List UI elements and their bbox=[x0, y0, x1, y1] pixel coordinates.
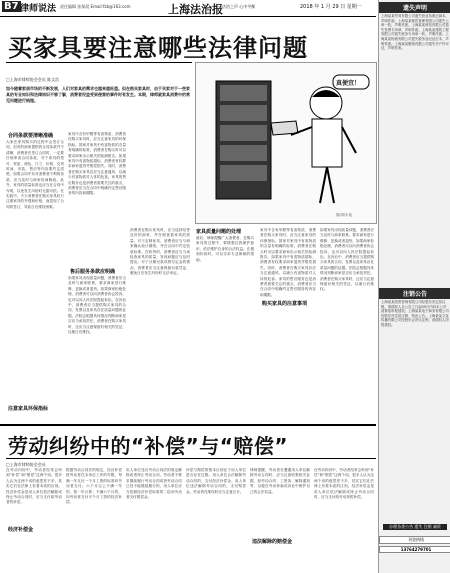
classifieds-sidebar bbox=[378, 0, 450, 573]
article1-byline: □上海市律师协会会员 陈文浩 bbox=[6, 77, 60, 82]
cartoon-illustration bbox=[195, 62, 377, 224]
article2-column-5: 律师提醒，劳动者在遭遇用人单位解除劳动合同时，应当注意收集相关证据，如劳动合同、工资条、解除通知等，以便在劳动仲裁或诉讼中维护自己的合法权益。 bbox=[250, 468, 310, 494]
subhead-3: 售后服务条款应明确 bbox=[70, 269, 116, 275]
speech-bubble-text: 真便宜！ bbox=[336, 80, 361, 87]
article1-column-7: 如果家具出现质量问题，消费者应当及时与商家联系，要求商家进行维修、更换或者退货。如果商家拒绝处理，消费者可以向消费者协会投诉，也可以向人民法院提起诉讼。在诉讼中，消费者应当提供购买家具的合同、发票以及家具存在质量问题的证据。法院会根据具体情况判断商家是否应当承担责任。消费者在购买家具时，还应当注意保留好相关的凭证，以便日后维权。 bbox=[320, 228, 374, 292]
article1-column-1: 大家在家具购买的过程中会签订合同，但有的商家提供的合同条款并不清晰，消费者在签订合同时，一定要仔细审查合同条款，对于家具的型号、材质、颜色、尺寸、价格、交货时间、安装、售后等内容要约定清楚。如果合同中有对消费者不利的条款，应当及时与商家协商修改。此外，家具的质量标准也应当在合同中写明，以免发生纠纷时无据可依。在实践中，不少消费者在购买家具时只注重家具的外观和价格，而忽视了合同的签订，导致日后维权困难。 bbox=[6, 140, 64, 209]
subhead-2: 注意家具环保指标 bbox=[8, 406, 49, 412]
sidebar-service-box: 办理各类公告 遗失 注销 减资 bbox=[383, 524, 447, 530]
article1-headline: 买家具要注意哪些法律问题 bbox=[8, 34, 308, 62]
article2-byline: □上海市律师协会会员 bbox=[6, 462, 46, 467]
sidebar-title-2: 注销公告 bbox=[379, 288, 450, 299]
masthead bbox=[0, 0, 376, 17]
article1-column-2: 家具中含有甲醛等有害物质，消费者在购买家具时，应当注意家具的环保指标。国家对家具中有害物质的含量有明确的标准，消费者在购买时可以要求商家出示相关的检测报告。如果家具中有害物质超标，消费者有权要求商家退货并赔偿损失。同时，消费者在购买家具后应当注意通风，以减少有害物质对人体的危害。家具的售后服务也是消费者需要关注的重点，消费者应当在合同中明确约定售后服务的内容和期限。 bbox=[68, 132, 126, 196]
editors-line: 责任编辑 张保晨 Email:fzb@163.com bbox=[60, 4, 131, 9]
brand-subtitle: 法治之声 心中平衡 bbox=[222, 4, 256, 9]
article2-column-6: 在劳动纠纷中，劳动者经常会听到“补偿”和“赔偿”这两个词。很多人认为这两个词的意思差不多，其实它们在法律上有着本质的区别。经济补偿金是用人单位依法解除或终止劳动合同时，应当支付给劳动者的补偿。 bbox=[314, 468, 374, 500]
sidebar-title-1: 遗失声明 bbox=[379, 2, 450, 13]
article1-lead: 如今随着家居市场的不断发展，人们对家具的需求也越来越旺盛。但在购买家具时，由于买家对于一些家具的专业知识和法律知识不够了解，消费者权益受到侵害的事件时有发生。本期，律师就家具消费中的常见问题进行梳理。 bbox=[6, 86, 190, 103]
article1-column-5: 最后，律师提醒广大消费者，在购买家具的过程中，要增强自我保护意识，依法维护自身的合法权益。在遇到纠纷时，可以寻求专业律师的帮助。 bbox=[196, 236, 254, 262]
subhead-4: 家具质量问题的处理 bbox=[196, 229, 242, 235]
article1-column-6: 家具中含有甲醛等有害物质，消费者在购买家具时，应当注意家具的环保指标。国家对家具中有害物质的含量有明确的标准，消费者在购买时可以要求商家出示相关的检测报告。如果家具中有害物质超标，消费者有权要求商家退货并赔偿损失。同时，消费者在购买家具后应当注意通风，以减少有害物质对人体的危害。家具的售后服务也是消费者需要关注的重点，消费者应当在合同中明确约定售后服务的内容和期限。 bbox=[260, 228, 316, 297]
divider bbox=[6, 458, 376, 459]
article1-column-3: 如果家具出现质量问题，消费者应当及时与商家联系，要求商家进行维修、更换或者退货。如果商家拒绝处理，消费者可以向消费者协会投诉，也可以向人民法院提起诉讼。在诉讼中，消费者应当提供购买家具的合同、发票以及家具存在质量问题的证据。法院会根据具体情况判断商家是否应当承担责任。消费者在购买家具时，还应当注意保留好相关的凭证，以便日后维权。 bbox=[68, 276, 126, 335]
sidebar-notices-1: 上海某某贸易有限公司遗失营业执照正副本，声明作废。上海某某餐饮管理有限公司遗失公章一枚，声明作废。上海某某科技有限公司遗失发票专用章，声明作废。上海某某建筑工程有限公司遗失财务专用章一枚，声明作废。上海某某物流有限公司遗失税务登记证正本，声明作废。上海某某服饰有限公司遗失开户许可证，声明作废。 bbox=[381, 14, 449, 51]
page-number: B7 bbox=[4, 1, 19, 12]
cartoon-drawing bbox=[196, 63, 376, 223]
article2-column-3: 用人单位违反劳动合同法的规定解除或者终止劳动合同，劳动者不要求继续履行劳动合同或者劳动合同已经不能继续履行的，用人单位应当依照经济补偿标准的二倍向劳动者支付赔偿金。 bbox=[126, 468, 182, 500]
newspaper-brand: 上海法治报 bbox=[168, 3, 223, 16]
article2-column-1: 在劳动纠纷中，劳动者经常会听到“补偿”和“赔偿”这两个词。很多人认为这两个词的意思差不多，其实它们在法律上有着本质的区别。经济补偿金是用人单位依法解除或终止劳动合同时，应当支付给劳动者的补偿。 bbox=[6, 468, 62, 505]
sidebar-notices-2: 上海某某投资咨询有限公司经股东决定拟注销，请债权人自公告之日起45日内向本公司清算组申报债权。上海某某电子商务有限公司经股东决定拟注销，特此公告。上海某某文化传播有限公司经股东会决议注销，请债权人申报债权。 bbox=[381, 300, 449, 327]
subhead-a: 经济补偿金 bbox=[8, 527, 34, 533]
article1-column-4: 消费者在购买家具时，应当选择信誉良好的商家，并仔细查看家具的质量。对于定制家具，消费者应当与商家确认设计图纸，并在合同中约定验收标准。在收货时，消费者应当当场检查家具的质量，发现问题应当及时提出。对于分期付款或预付定金的情况，消费者应当注意保留付款凭证，避免日后发生纠纷时无法举证。 bbox=[130, 228, 190, 276]
issue-date: 2018 年 1 月 29 日 星期一 bbox=[300, 4, 362, 10]
cartoon-caption: 图/刘伟 绘 bbox=[336, 213, 353, 217]
article-divider bbox=[0, 424, 376, 426]
divider bbox=[6, 62, 192, 63]
article2-column-4: 补偿与赔偿的根本区别在于用人单位是否存在过错。用人单位合法解除劳动合同的，支付经济补偿金；用人单位违法解除劳动合同的，支付赔偿金。劳动者在维权时应当注意区分。 bbox=[186, 468, 246, 494]
ad-hotline-number: 13764279701 bbox=[379, 546, 450, 553]
subhead-1: 合同条款要清晰准确 bbox=[8, 133, 54, 139]
subhead-5: 购买家具的注意事项 bbox=[262, 301, 308, 307]
subhead-b: 违法解除的赔偿金 bbox=[252, 539, 293, 545]
article2-column-2: 根据劳动合同法的规定，经济补偿按劳动者在本单位工作的年限，每满一年支付一个月工资的标准向劳动者支付。六个月以上不满一年的，按一年计算；不满六个月的，向劳动者支付半个月工资的经济补偿。 bbox=[66, 468, 122, 505]
article2-headline: 劳动纠纷中的“补偿”与“赔偿” bbox=[8, 434, 289, 458]
ad-hotline-label: 刊登热线 bbox=[379, 536, 450, 544]
section-title: 律师说法 bbox=[20, 4, 57, 14]
